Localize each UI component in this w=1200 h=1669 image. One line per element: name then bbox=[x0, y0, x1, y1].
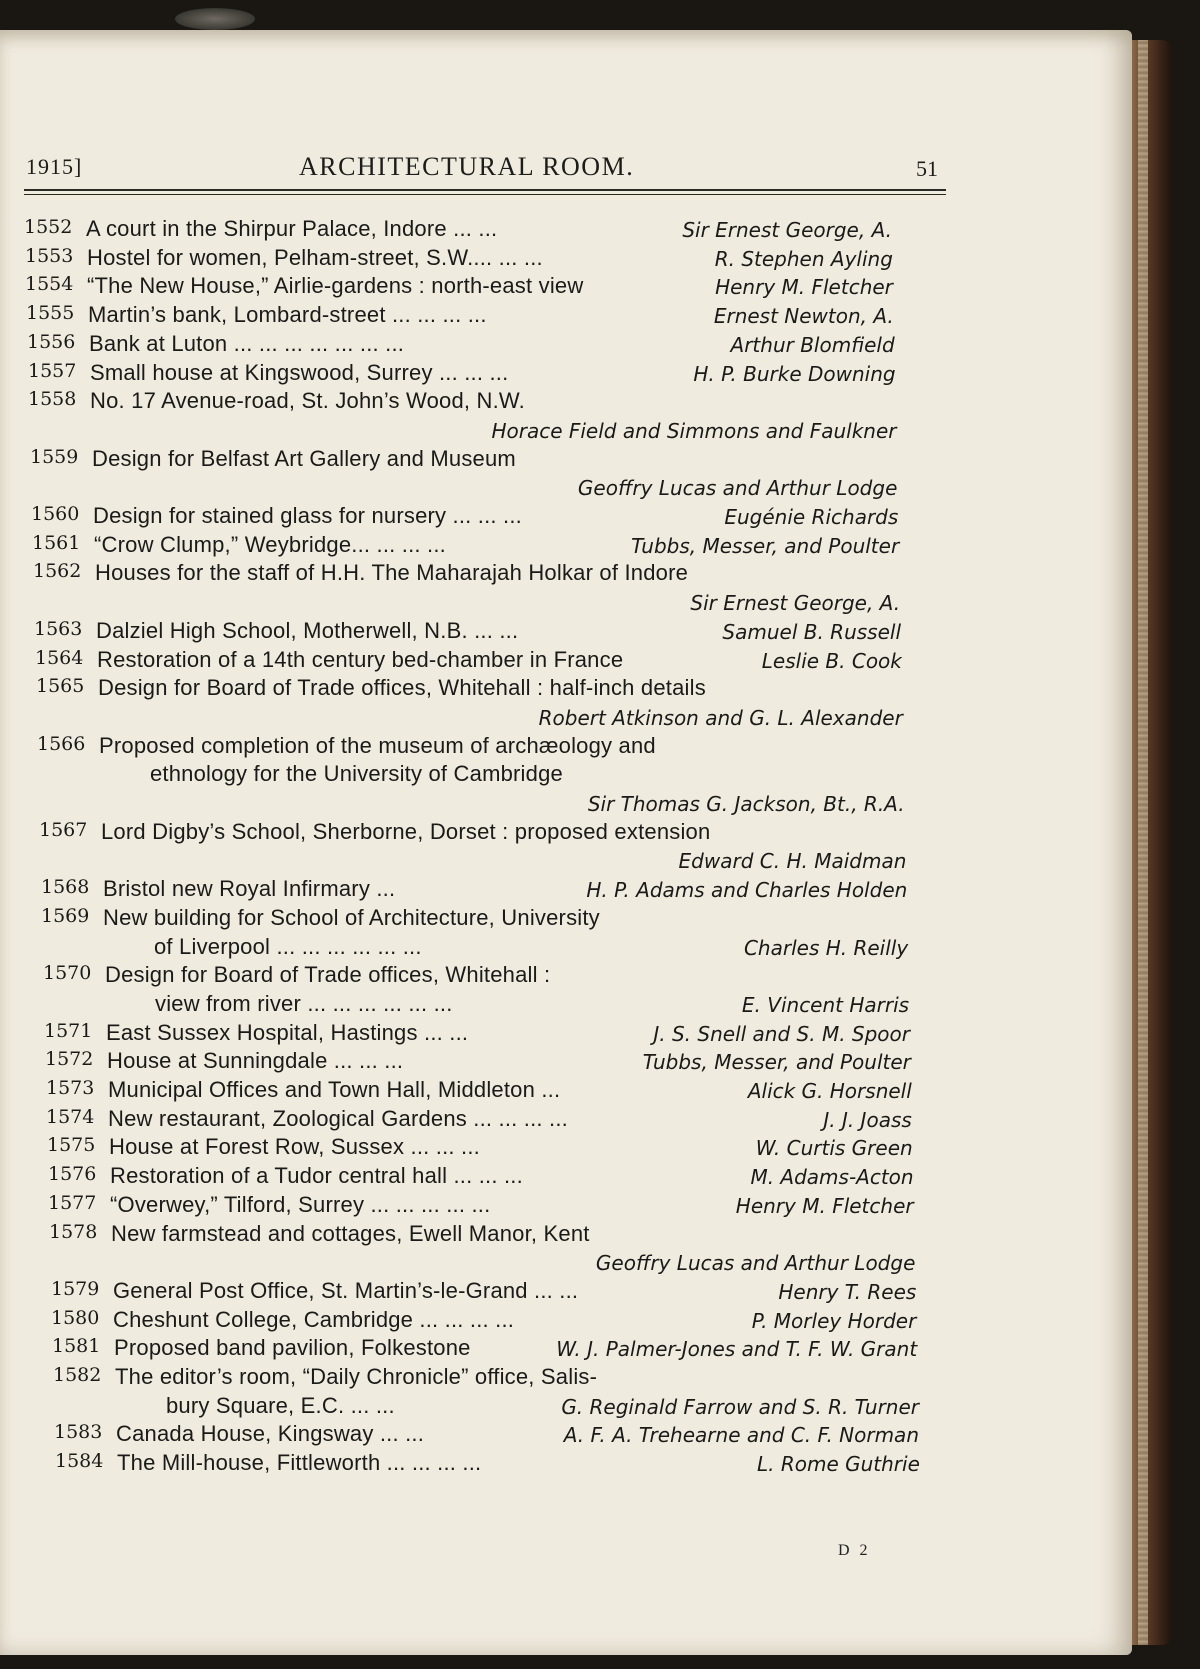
entry-architect: P. Morley Horder bbox=[751, 1309, 917, 1333]
catalogue-entry bbox=[41, 905, 907, 933]
entry-number: 1568 bbox=[41, 876, 90, 898]
entry-architect: Eugénie Richards bbox=[724, 505, 899, 529]
entry-title: A court in the Shirpur Palace, Indore ... ... bbox=[86, 216, 498, 241]
entry-number: 1574 bbox=[46, 1106, 95, 1128]
entry-number: 1559 bbox=[30, 446, 79, 468]
entry-number: 1567 bbox=[39, 819, 88, 841]
catalogue-entry bbox=[44, 1020, 910, 1048]
entry-architect: Geoffry Lucas and Arthur Lodge bbox=[577, 476, 898, 500]
entry-number: 1564 bbox=[35, 647, 84, 669]
entry-title: Proposed completion of the museum of archæology and bbox=[99, 733, 656, 758]
catalogue-entry bbox=[34, 618, 901, 646]
entry-title: Restoration of a 14th century bed-chamber in France bbox=[97, 647, 624, 672]
entry-number: 1577 bbox=[48, 1192, 97, 1214]
catalogue-entry bbox=[36, 675, 903, 703]
entry-architect: J. S. Snell and S. M. Spoor bbox=[653, 1022, 910, 1046]
entry-number: 1575 bbox=[47, 1134, 96, 1156]
catalogue-entry bbox=[31, 503, 898, 531]
entry-title: Dalziel High School, Motherwell, N.B. ... ... bbox=[96, 618, 519, 643]
entry-title: New farmstead and cottages, Ewell Manor, Kent bbox=[111, 1221, 590, 1246]
catalogue-entry bbox=[35, 647, 902, 675]
header-rule bbox=[24, 189, 946, 191]
entry-architect: Horace Field and Simmons and Faulkner bbox=[491, 419, 897, 443]
page-number: 51 bbox=[916, 156, 938, 181]
catalogue-entry bbox=[32, 532, 899, 560]
entry-number: 1579 bbox=[51, 1278, 100, 1300]
entry-title: bury Square, E.C. ... ... bbox=[166, 1393, 395, 1418]
entry-number: 1572 bbox=[45, 1048, 94, 1070]
catalogue-entry bbox=[27, 331, 895, 359]
entry-architect: Arthur Blomfield bbox=[730, 333, 895, 357]
catalogue-entry bbox=[49, 1221, 915, 1249]
entry-title: ethnology for the University of Cambridge bbox=[150, 761, 563, 786]
catalogue-entry bbox=[52, 1335, 917, 1363]
catalogue-entry bbox=[33, 589, 900, 617]
header-title: ARCHITECTURAL ROOM. bbox=[299, 152, 635, 181]
entry-architect: Robert Atkinson and G. L. Alexander bbox=[538, 706, 903, 730]
entry-title: No. 17 Avenue-road, St. John’s Wood, N.W. bbox=[90, 388, 525, 413]
entry-title: “The New House,” Airlie-gardens : north-east view bbox=[87, 273, 584, 298]
header-year: 1915] bbox=[26, 154, 83, 179]
entry-title: New building for School of Architecture, University bbox=[103, 905, 600, 930]
running-header bbox=[26, 148, 946, 188]
entry-number: 1569 bbox=[41, 905, 90, 927]
signature-mark: D 2 bbox=[838, 1542, 871, 1559]
entry-number: 1570 bbox=[43, 962, 92, 984]
entry-architect: Sir Ernest George, A. bbox=[690, 591, 901, 615]
entry-architect: Sir Thomas G. Jackson, Bt., R.A. bbox=[587, 792, 905, 816]
catalogue-entry bbox=[28, 388, 896, 416]
catalogue-entry bbox=[54, 1421, 919, 1449]
entry-number: 1573 bbox=[46, 1077, 95, 1099]
entry-architect: Leslie B. Cook bbox=[761, 649, 902, 673]
entry-architect: A. F. A. Trehearne and C. F. Norman bbox=[563, 1423, 919, 1447]
entry-title: New restaurant, Zoological Gardens ... ... ... ... bbox=[108, 1106, 568, 1131]
entry-architect: Henry T. Rees bbox=[778, 1280, 917, 1304]
entry-architect: Ernest Newton, A. bbox=[713, 304, 894, 328]
entry-title: House at Sunningdale ... ... ... bbox=[107, 1048, 404, 1073]
entry-architect: Tubbs, Messer, and Poulter bbox=[642, 1050, 911, 1074]
entry-title: Cheshunt College, Cambridge ... ... ... ... bbox=[113, 1307, 515, 1332]
catalogue-entry bbox=[50, 1249, 915, 1277]
catalogue-entry bbox=[48, 1192, 914, 1220]
entry-architect: Henry M. Fletcher bbox=[735, 1194, 914, 1218]
catalogue-entry bbox=[37, 733, 904, 761]
entry-number: 1563 bbox=[34, 618, 83, 640]
entry-title: “Crow Clump,” Weybridge... ... ... ... bbox=[94, 532, 446, 557]
entry-number: 1552 bbox=[24, 216, 73, 238]
page-edge bbox=[1132, 40, 1172, 1645]
entry-number: 1560 bbox=[31, 503, 80, 525]
entry-title: Bank at Luton ... ... ... ... ... ... ... bbox=[89, 331, 405, 356]
catalogue-entry bbox=[53, 1364, 918, 1392]
entry-number: 1583 bbox=[54, 1421, 103, 1443]
entry-number: 1554 bbox=[25, 273, 74, 295]
entry-title: Lord Digby’s School, Sherborne, Dorset : proposed extension bbox=[101, 819, 711, 844]
entry-number: 1557 bbox=[28, 360, 77, 382]
entry-architect: G. Reginald Farrow and S. R. Turner bbox=[561, 1395, 919, 1419]
catalogue-entry bbox=[28, 360, 896, 388]
entry-number: 1584 bbox=[55, 1450, 104, 1472]
entry-number: 1566 bbox=[37, 733, 86, 755]
entry-architect: H. P. Adams and Charles Holden bbox=[586, 878, 908, 902]
entry-architect: R. Stephen Ayling bbox=[714, 247, 893, 271]
catalogue-entry bbox=[30, 446, 897, 474]
entry-architect: Charles H. Reilly bbox=[743, 936, 909, 960]
entry-title: The editor’s room, “Daily Chronicle” office, Salis- bbox=[115, 1364, 598, 1389]
catalogue-entry bbox=[45, 1048, 911, 1076]
catalogue-entry bbox=[47, 1134, 913, 1162]
entry-architect: M. Adams-Acton bbox=[750, 1165, 914, 1189]
entry-number: 1555 bbox=[26, 302, 75, 324]
entry-title: Restoration of a Tudor central hall ... ... ... bbox=[110, 1163, 523, 1188]
entry-title: of Liverpool ... ... ... ... ... ... bbox=[154, 934, 422, 959]
entry-architect: Sir Ernest George, A. bbox=[682, 218, 892, 242]
catalogue-entry bbox=[43, 991, 909, 1019]
header-rule-thin bbox=[24, 194, 946, 195]
catalogue-entry bbox=[25, 245, 893, 273]
catalogue-entry bbox=[39, 819, 906, 847]
entry-title: Design for stained glass for nursery ... ... ... bbox=[93, 503, 522, 528]
entry-number: 1580 bbox=[51, 1307, 100, 1329]
entry-title: Martin’s bank, Lombard-street ... ... ... ... bbox=[88, 302, 487, 327]
catalogue-entry bbox=[42, 934, 908, 962]
entry-number: 1571 bbox=[44, 1020, 93, 1042]
entry-number: 1582 bbox=[53, 1364, 102, 1386]
entry-title: House at Forest Row, Sussex ... ... ... bbox=[109, 1134, 480, 1159]
catalogue-entry bbox=[43, 962, 909, 990]
entry-number: 1581 bbox=[52, 1335, 101, 1357]
entry-title: The Mill-house, Fittleworth ... ... ... ... bbox=[117, 1450, 482, 1475]
catalogue-entry bbox=[36, 704, 903, 732]
book-page bbox=[0, 30, 1132, 1655]
catalogue-entry bbox=[54, 1393, 919, 1421]
catalogue-entry bbox=[41, 876, 907, 904]
catalogue-entry bbox=[55, 1450, 920, 1478]
binding-clip bbox=[175, 8, 255, 30]
catalogue-entry bbox=[24, 216, 892, 244]
entry-title: “Overwey,” Tilford, Surrey ... ... ... ... ... bbox=[110, 1192, 491, 1217]
entry-number: 1576 bbox=[48, 1163, 97, 1185]
entry-number: 1556 bbox=[27, 331, 76, 353]
entry-architect: Alick G. Horsnell bbox=[747, 1079, 912, 1103]
entry-title: Hostel for women, Pelham-street, S.W.... ... ... bbox=[87, 245, 543, 270]
entry-number: 1561 bbox=[32, 532, 81, 554]
entry-architect: H. P. Burke Downing bbox=[693, 362, 896, 386]
catalogue-entry bbox=[29, 417, 897, 445]
entry-title: Canada House, Kingsway ... ... bbox=[116, 1421, 425, 1446]
catalogue-entry bbox=[40, 847, 906, 875]
entry-architect: W. Curtis Green bbox=[755, 1136, 913, 1160]
entry-title: Design for Board of Trade offices, Whitehall : half-inch details bbox=[98, 675, 706, 700]
catalogue-entry bbox=[38, 790, 905, 818]
entry-architect: Samuel B. Russell bbox=[722, 620, 901, 644]
entry-title: Design for Board of Trade offices, Whitehall : bbox=[105, 962, 551, 987]
entry-architect: Edward C. H. Maidman bbox=[678, 849, 907, 873]
catalogue-entry bbox=[25, 273, 893, 301]
catalogue-entry bbox=[46, 1106, 912, 1134]
entry-architect: Henry M. Fletcher bbox=[715, 275, 893, 299]
entry-architect: J. J. Joass bbox=[823, 1108, 912, 1132]
catalogue-entry bbox=[51, 1278, 916, 1306]
entry-number: 1558 bbox=[28, 388, 77, 410]
entry-number: 1562 bbox=[33, 560, 82, 582]
catalogue-entry bbox=[51, 1307, 916, 1335]
catalogue-entry bbox=[33, 560, 900, 588]
entry-title: Design for Belfast Art Gallery and Museum bbox=[92, 446, 516, 471]
catalogue-entry bbox=[30, 474, 897, 502]
entry-title: General Post Office, St. Martin’s-le-Grand ... ... bbox=[113, 1278, 579, 1303]
catalogue-entry bbox=[38, 761, 905, 789]
entry-title: East Sussex Hospital, Hastings ... ... bbox=[106, 1020, 469, 1045]
entry-architect: Geoffry Lucas and Arthur Lodge bbox=[595, 1251, 916, 1275]
catalogue-entry bbox=[48, 1163, 914, 1191]
entry-number: 1578 bbox=[49, 1221, 98, 1243]
entry-title: Bristol new Royal Infirmary ... bbox=[103, 876, 396, 901]
entry-architect: Tubbs, Messer, and Poulter bbox=[631, 534, 900, 558]
entry-title: Small house at Kingswood, Surrey ... ... ... bbox=[90, 360, 509, 385]
catalogue-entry bbox=[46, 1077, 912, 1105]
entry-number: 1553 bbox=[25, 245, 74, 267]
entry-title: Municipal Offices and Town Hall, Middleton ... bbox=[108, 1077, 561, 1102]
entry-number: 1565 bbox=[36, 675, 85, 697]
entry-architect: W. J. Palmer-Jones and T. F. W. Grant bbox=[556, 1337, 918, 1361]
entry-architect: E. Vincent Harris bbox=[741, 993, 910, 1017]
entry-title: Houses for the staff of H.H. The Maharajah Holkar of Indore bbox=[95, 560, 689, 585]
entry-architect: L. Rome Guthrie bbox=[756, 1452, 920, 1476]
entry-title: Proposed band pavilion, Folkestone bbox=[114, 1335, 471, 1360]
catalogue-entry bbox=[26, 302, 894, 330]
entry-title: view from river ... ... ... ... ... ... bbox=[155, 991, 453, 1016]
